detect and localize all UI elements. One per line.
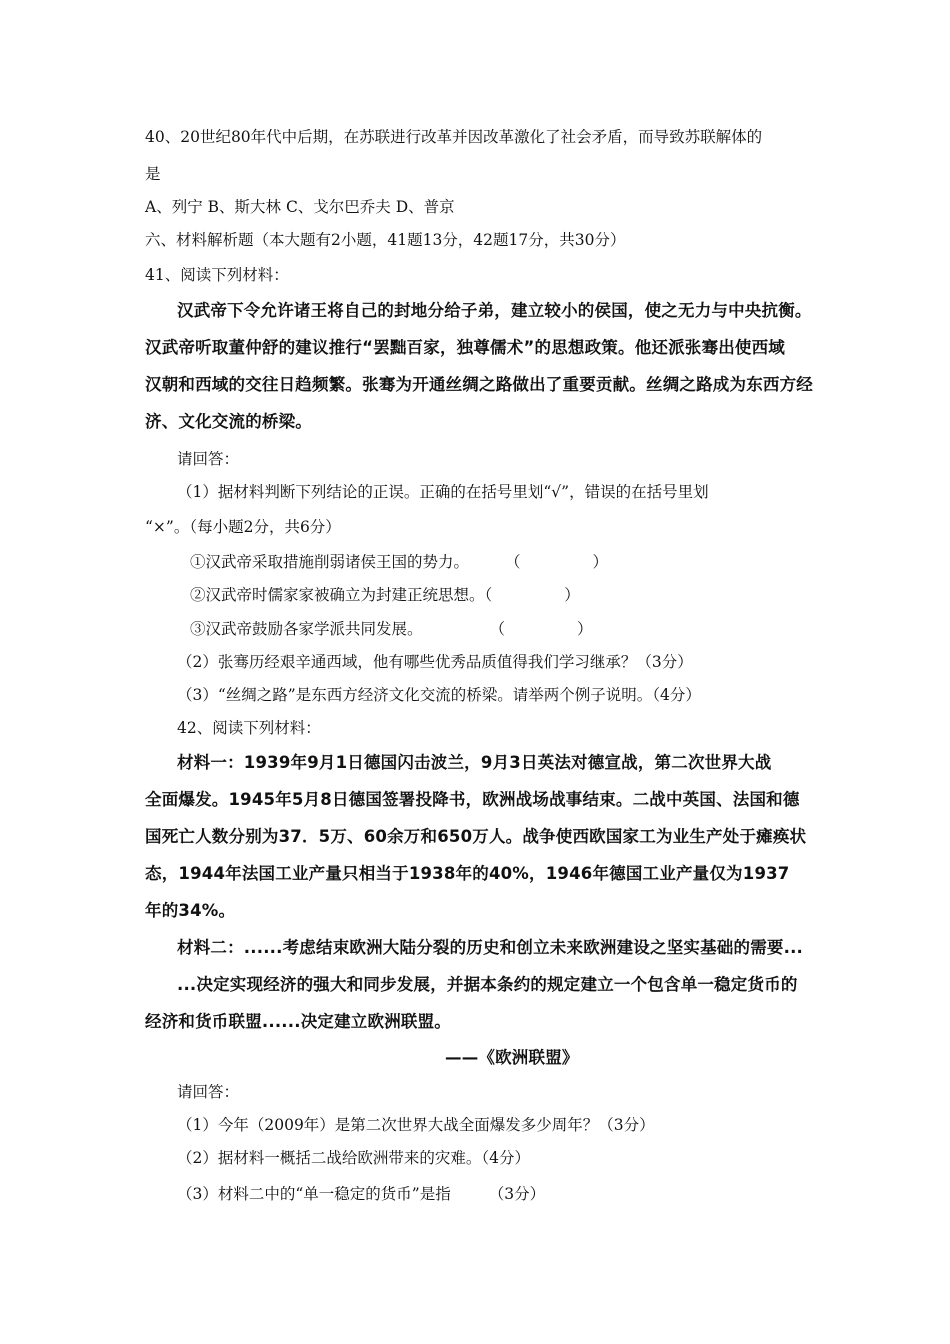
statement-text: ②汉武帝时儒家家被确立为封建正统思想。 — [190, 586, 485, 604]
q42-sub1: （1）今年（2009年）是第二次世界大战全面爆发多少周年？（3分） — [177, 1116, 655, 1134]
q42-intro: 42、阅读下列材料： — [177, 719, 321, 737]
q41-material-line: 汉武帝听取董仲舒的建议推行“罢黜百家，独尊儒术”的思想政策。他还派张骞出使西域 — [145, 338, 785, 357]
q42-material1-line: 材料一：1939年9月1日德国闪击波兰，9月3日英法对德宣战，第二次世界大战 — [177, 753, 772, 772]
q42-material1-line: 全面爆发。1945年5月8日德国签署投降书，欧洲战场战事结束。二战中英国、法国和德 — [145, 790, 800, 809]
answer-bracket-close: ） — [577, 620, 593, 638]
q42-sub2: （2）据材料一概括二战给欧洲带来的灾难。（4分） — [177, 1149, 530, 1167]
q41-material-line: 汉武帝下令允许诸王将自己的封地分给子弟，建立较小的侯国，使之无力与中央抗衡。 — [177, 301, 812, 320]
q41-intro: 41、阅读下列材料： — [145, 266, 289, 284]
q40-options: A、列宁 B、斯大林 C、戈尔巴乔夫 D、普京 — [145, 198, 455, 216]
q42-sub3-points: （3分） — [488, 1185, 546, 1203]
q42-material2-line: 经济和货币联盟......决定建立欧洲联盟。 — [145, 1012, 452, 1031]
q41-material-line: 济、文化交流的桥梁。 — [145, 412, 312, 431]
answer-bracket-open: （ — [505, 553, 521, 571]
q41-sub1-line1: （1）据材料判断下列结论的正误。正确的在括号里划“√”，错误的在括号里划 — [177, 483, 709, 501]
answer-bracket-open: （ — [489, 620, 506, 638]
q40-line1: 40、20世纪80年代中后期，在苏联进行改革并因改革激化了社会矛盾，而导致苏联解体的 — [145, 128, 763, 146]
q42-material2-line: 材料二：......考虑结束欧洲大陆分裂的历史和创立未来欧洲建设之坚实基础的需要... — [177, 938, 804, 957]
q42-answer-prompt: 请回答： — [177, 1083, 240, 1101]
q42-source: ——《欧洲联盟》 — [445, 1048, 579, 1067]
q41-statement-row — [190, 552, 608, 572]
statement-text: ①汉武帝采取措施削弱诸侯王国的势力。 — [190, 553, 470, 571]
answer-bracket-close: ） — [592, 553, 609, 571]
q42-sub3 — [177, 1184, 545, 1204]
q42-material2-line: ...决定实现经济的强大和同步发展，并据本条约的规定建立一个包含单一稳定货币的 — [177, 975, 798, 994]
q41-statement-row — [190, 619, 593, 639]
q41-sub2: （2）张骞历经艰辛通西域，他有哪些优秀品质值得我们学习继承？（3分） — [177, 653, 693, 671]
section6-title: 六、材料解析题（本大题有2小题，41题13分，42题17分，共30分） — [145, 231, 626, 249]
q41-answer-prompt: 请回答： — [177, 450, 240, 468]
q40-line2: 是 — [145, 165, 161, 183]
q41-statement-row — [190, 585, 580, 605]
answer-bracket-close: ） — [564, 586, 580, 604]
q42-material1-line: 年的34%。 — [145, 901, 236, 920]
statement-text: ③汉武帝鼓励各家学派共同发展。 — [190, 620, 423, 638]
q42-material1-line: 态，1944年法国工业产量只相当于1938年的40%，1946年德国工业产量仅为1937 — [145, 864, 790, 883]
q41-sub3: （3）“丝绸之路”是东西方经济文化交流的桥梁。请举两个例子说明。（4分） — [177, 686, 701, 704]
q42-sub3-text: （3）材料二中的“单一稳定的货币”是指 — [177, 1185, 451, 1203]
q42-material1-line: 国死亡人数分别为37．5万、60余万和650万人。战争使西欧国家工为业生产处于瘫痪状 — [145, 827, 807, 846]
q41-material-line: 汉朝和西域的交往日趋频繁。张骞为开通丝绸之路做出了重要贡献。丝绸之路成为东西方经 — [145, 375, 813, 394]
answer-bracket-open: （ — [484, 586, 493, 604]
q41-sub1-line2: “×”。（每小题2分，共6分） — [145, 518, 341, 536]
